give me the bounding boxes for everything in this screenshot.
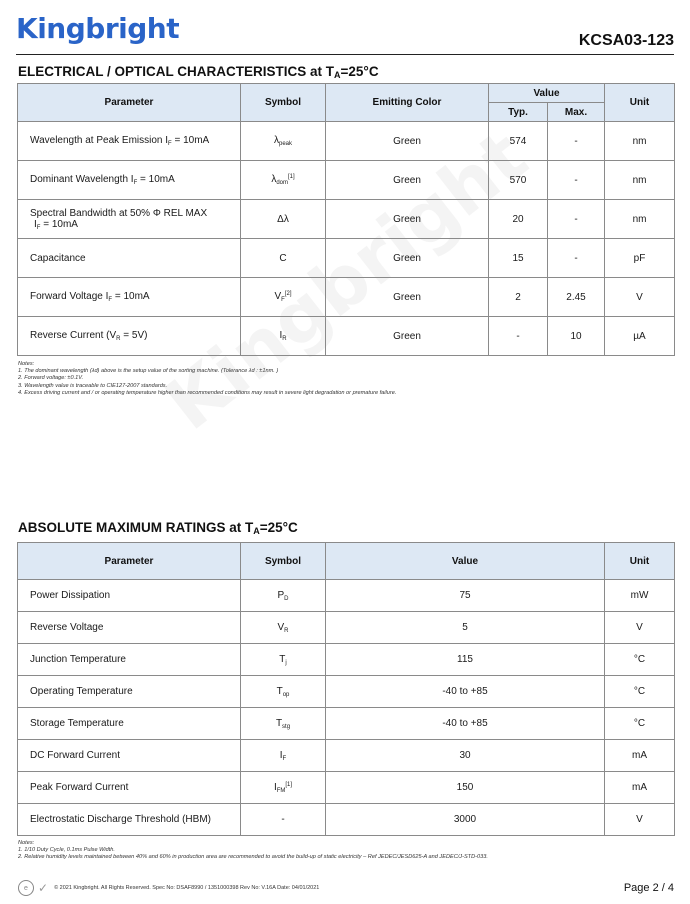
note-line: 4. Excess driving current and / or operating temperature higher than recommended conditions may result in severe light degradation or premature failure. xyxy=(18,389,397,396)
parameter-cell: Reverse Voltage xyxy=(18,612,241,644)
header-divider xyxy=(16,54,674,55)
note-line: Notes: xyxy=(18,840,35,846)
parameter-text: Capacitance xyxy=(30,252,86,264)
symbol-cell xyxy=(241,740,326,772)
symbol-note-ref: [2] xyxy=(284,291,292,297)
typ-cell: 2 xyxy=(489,278,548,317)
electrical-table xyxy=(17,83,675,356)
parameter-text: Dominant Wavelength I xyxy=(30,174,134,185)
col-max: Max. xyxy=(548,103,605,122)
emitting-color-cell: Green xyxy=(326,239,489,278)
unit-cell: °C xyxy=(605,644,675,676)
emitting-color-cell: Green xyxy=(326,200,489,239)
symbol-cell xyxy=(241,239,326,278)
parameter-condition: = 10mA xyxy=(112,291,150,302)
symbol-subscript: FM xyxy=(276,787,286,794)
table-row xyxy=(18,317,675,356)
parameter-condition: = 10mA xyxy=(40,218,78,230)
max-cell: - xyxy=(548,200,605,239)
symbol-text: T xyxy=(279,653,286,665)
symbol-text: P xyxy=(277,589,285,601)
symbol-subscript: dom xyxy=(276,180,288,186)
absolute-notes xyxy=(18,840,488,862)
unit-cell: nm xyxy=(605,200,675,239)
typ-cell: - xyxy=(489,317,548,356)
unit-cell: mW xyxy=(605,580,675,612)
parameter-subscript: F xyxy=(108,297,113,303)
symbol-text: Δλ xyxy=(277,213,289,225)
parameter-cell xyxy=(18,161,241,200)
col-unit: Unit xyxy=(605,84,675,122)
symbol-text: T xyxy=(275,717,283,729)
parameter-cell: Peak Forward Current xyxy=(18,772,241,804)
note-line: 1. 1/10 Duty Cycle, 0.1ms Pulse Width. xyxy=(18,847,115,854)
rohs-icon: e xyxy=(18,880,34,896)
parameter-cell: Power Dissipation xyxy=(18,580,241,612)
symbol-cell xyxy=(241,317,326,356)
value-cell: 5 xyxy=(326,612,605,644)
value-cell: 30 xyxy=(326,740,605,772)
symbol-text: I xyxy=(273,781,277,793)
col-unit: Unit xyxy=(605,543,675,580)
table-row xyxy=(18,278,675,317)
footer-text: © 2021 Kingbright. All Rights Reserved. Spec No: DSAF8990 / 1351000398 Rev No: V.16A Date: 04/01/2021 xyxy=(54,885,320,891)
parameter-cell: Electrostatic Discharge Threshold (HBM) xyxy=(18,804,241,836)
symbol-subscript: stg xyxy=(282,723,291,730)
max-cell: - xyxy=(548,122,605,161)
symbol-cell xyxy=(241,804,326,836)
typ-cell: 570 xyxy=(489,161,548,200)
table-row xyxy=(18,740,675,772)
table-row xyxy=(18,161,675,200)
col-parameter: Parameter xyxy=(18,84,241,122)
parameter-cell xyxy=(18,278,241,317)
parameter-subscript: F xyxy=(168,141,172,147)
table-row xyxy=(18,772,675,804)
value-cell: -40 to +85 xyxy=(326,708,605,740)
note-line: 2. Forward voltage: ±0.1V. xyxy=(18,375,84,382)
unit-cell: V xyxy=(605,278,675,317)
col-symbol: Symbol xyxy=(241,84,326,122)
symbol-cell xyxy=(241,161,326,200)
table-row xyxy=(18,804,675,836)
symbol-subscript: j xyxy=(285,659,287,666)
max-cell: - xyxy=(548,239,605,278)
unit-cell: nm xyxy=(605,161,675,200)
symbol-subscript: op xyxy=(282,691,290,698)
part-number: KCSA03-123 xyxy=(578,32,674,49)
col-value: Value xyxy=(326,543,605,580)
table-row xyxy=(18,122,675,161)
parameter-text: Reverse Current (V xyxy=(30,330,117,341)
unit-cell: mA xyxy=(605,772,675,804)
parameter-cell xyxy=(18,122,241,161)
symbol-text: I xyxy=(279,749,283,761)
value-cell: 3000 xyxy=(326,804,605,836)
unit-cell: pF xyxy=(605,239,675,278)
symbol-text: λ xyxy=(271,174,277,185)
electrical-notes xyxy=(18,361,396,397)
value-cell: -40 to +85 xyxy=(326,676,605,708)
max-cell: 10 xyxy=(548,317,605,356)
table-row xyxy=(18,612,675,644)
absolute-section-title: ABSOLUTE MAXIMUM RATINGS at $T_A=25^\circ C$ xyxy=(18,520,298,536)
note-line: 3. Wavelength value is traceable to CIE127-2007 standards. xyxy=(18,382,168,389)
symbol-subscript: F xyxy=(281,297,285,303)
parameter-subscript: R xyxy=(116,336,121,342)
parameter-cell: DC Forward Current xyxy=(18,740,241,772)
emitting-color-cell: Green xyxy=(326,122,489,161)
unit-cell: mA xyxy=(605,740,675,772)
symbol-text: V xyxy=(274,291,282,302)
unit-cell: V xyxy=(605,612,675,644)
unit-cell: µA xyxy=(605,317,675,356)
parameter-subscript: F xyxy=(36,224,41,231)
symbol-text: T xyxy=(276,685,283,697)
symbol-subscript: D xyxy=(284,595,289,602)
symbol-subscript: peak xyxy=(278,141,292,147)
parameter-condition: = 10mA xyxy=(171,135,210,146)
symbol-text: V xyxy=(277,621,285,633)
page-number: Page 2 / 4 xyxy=(623,882,674,894)
symbol-subscript: R xyxy=(282,336,287,342)
table-row xyxy=(18,644,675,676)
symbol-text: C xyxy=(279,252,287,264)
parameter-line2: I xyxy=(34,218,37,230)
value-cell: 150 xyxy=(326,772,605,804)
note-line: 1. The dominant wavelength (λd) above is the setup value of the sorting machine. (Tolerance λd : ±1nm. ) xyxy=(18,368,279,375)
table-row xyxy=(18,676,675,708)
parameter-cell: Operating Temperature xyxy=(18,676,241,708)
parameter-cell xyxy=(18,317,241,356)
absolute-ratings-table xyxy=(17,542,675,836)
symbol-cell xyxy=(241,772,326,804)
electrical-section-title: ELECTRICAL / OPTICAL CHARACTERISTICS at $T_A=25^\circ C$ xyxy=(18,64,379,80)
symbol-cell xyxy=(241,580,326,612)
symbol-text: I xyxy=(279,330,283,341)
symbol-text: λ xyxy=(273,135,279,146)
max-cell: - xyxy=(548,161,605,200)
kingbright-logo: Kingbright xyxy=(16,12,180,45)
col-emitting-color: Emitting Color xyxy=(326,84,489,122)
parameter-cell: Storage Temperature xyxy=(18,708,241,740)
col-value: Value xyxy=(489,84,605,103)
table-row xyxy=(18,708,675,740)
unit-cell: nm xyxy=(605,122,675,161)
symbol-cell xyxy=(241,122,326,161)
value-cell: 75 xyxy=(326,580,605,612)
parameter-text: Forward Voltage I xyxy=(30,291,109,302)
parameter-text: Spectral Bandwidth at 50% Φ REL MAX xyxy=(30,207,208,219)
parameter-cell xyxy=(18,200,241,239)
table-row xyxy=(18,580,675,612)
symbol-cell xyxy=(241,200,326,239)
table-row xyxy=(18,239,675,278)
col-parameter: Parameter xyxy=(18,543,241,580)
symbol-cell xyxy=(241,708,326,740)
value-cell: 115 xyxy=(326,644,605,676)
parameter-condition: = 10mA xyxy=(137,174,175,185)
max-cell: 2.45 xyxy=(548,278,605,317)
symbol-subscript: R xyxy=(284,627,289,634)
symbol-note-ref: [1] xyxy=(285,781,293,788)
unit-cell: V xyxy=(605,804,675,836)
symbol-note-ref: [1] xyxy=(288,174,295,180)
parameter-cell: Junction Temperature xyxy=(18,644,241,676)
parameter-condition: = 5V) xyxy=(120,330,148,341)
symbol-cell xyxy=(241,676,326,708)
note-line: 2. Relative humidity levels maintained between 40% and 60% in production area are recommended to avoid the build-up of static electricity – Ref JEDEC/JESD625-A and JEDEC/J-STD-033. xyxy=(18,854,488,861)
typ-cell: 15 xyxy=(489,239,548,278)
emitting-color-cell: Green xyxy=(326,161,489,200)
table-row xyxy=(18,200,675,239)
typ-cell: 574 xyxy=(489,122,548,161)
footer xyxy=(18,880,319,896)
symbol-subscript: F xyxy=(282,755,287,762)
note-line: Notes: xyxy=(18,361,35,367)
unit-cell: °C xyxy=(605,676,675,708)
unit-cell: °C xyxy=(605,708,675,740)
parameter-subscript: F xyxy=(133,180,138,186)
symbol-cell xyxy=(241,278,326,317)
symbol-cell xyxy=(241,612,326,644)
col-symbol: Symbol xyxy=(241,543,326,580)
symbol-cell xyxy=(241,644,326,676)
col-typ: Typ. xyxy=(489,103,548,122)
typ-cell: 20 xyxy=(489,200,548,239)
emitting-color-cell: Green xyxy=(326,317,489,356)
parameter-cell xyxy=(18,239,241,278)
symbol-text: - xyxy=(281,814,285,825)
emitting-color-cell: Green xyxy=(326,278,489,317)
checkmark-icon: ✓ xyxy=(38,881,49,895)
parameter-text: Wavelength at Peak Emission I xyxy=(30,135,169,146)
